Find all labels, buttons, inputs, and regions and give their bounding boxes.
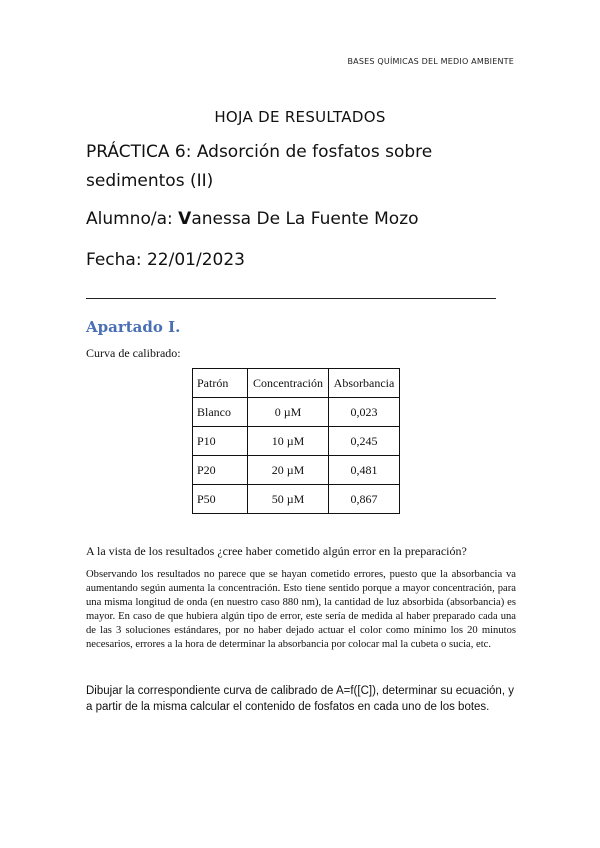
calibration-table	[192, 368, 400, 514]
cell-concentracion: 10 µM	[248, 427, 329, 456]
cell-concentracion: 50 µM	[248, 485, 329, 514]
cell-concentracion: 0 µM	[248, 398, 329, 427]
student-initial: V	[178, 209, 192, 229]
cell-patron: P50	[193, 485, 248, 514]
answer-paragraph: Observando los resultados no parece que se hayan cometido errores, puesto que la absorbancia va aumentando según aumenta la concentración. Esto tiene sentido porque a mayor concentración, para una misma longitud de onda (en nuestro caso 880 nm), la cantidad de luz absorbida (absorbancia) es mayor. En caso de que hubiera algún tipo de error, este sería de medida al haber preparado cada una de las 3 soluciones estándares, por no haber dejado actuar el color como mínimo los 20 minutos necesarios, errores a la hora de determinar la absorbancia por colocar mal la cubeta o sucia, etc.	[86, 569, 516, 650]
table-header-row	[193, 369, 400, 398]
cell-patron: Blanco	[193, 398, 248, 427]
table-row	[193, 398, 400, 427]
header-concentracion: Concentración	[248, 369, 329, 398]
header-absorbancia: Absorbancia	[329, 369, 400, 398]
table-row	[193, 485, 400, 514]
cell-patron: P20	[193, 456, 248, 485]
cell-absorbancia: 0,481	[329, 456, 400, 485]
page-title: HOJA DE RESULTADOS	[214, 108, 386, 126]
course-header: BASES QUÍMICAS DEL MEDIO AMBIENTE	[347, 57, 514, 66]
cell-concentracion: 20 µM	[248, 456, 329, 485]
cell-absorbancia: 0,867	[329, 485, 400, 514]
question-text: A la vista de los resultados ¿cree haber cometido algún error en la preparación?	[86, 544, 467, 558]
cell-patron: P10	[193, 427, 248, 456]
student-name: anessa De La Fuente Mozo	[191, 209, 419, 229]
practice-title: PRÁCTICA 6: Adsorción de fosfatos sobre sedimentos (II)	[86, 142, 433, 191]
student-line	[86, 205, 526, 234]
header-patron: Patrón	[193, 369, 248, 398]
cell-absorbancia: 0,023	[329, 398, 400, 427]
date-line: Fecha: 22/01/2023	[86, 250, 245, 270]
calibration-label: Curva de calibrado:	[86, 346, 181, 360]
cell-absorbancia: 0,245	[329, 427, 400, 456]
table-row	[193, 427, 400, 456]
instruction-paragraph: Dibujar la correspondiente curva de calibrado de A=f([C]), determinar su ecuación, y a partir de la misma calcular el contenido de fosfatos en cada uno de los botes.	[86, 685, 514, 713]
divider	[86, 298, 496, 299]
student-label: Alumno/a:	[86, 209, 179, 229]
table-row	[193, 456, 400, 485]
section-heading: Apartado I.	[86, 318, 181, 336]
